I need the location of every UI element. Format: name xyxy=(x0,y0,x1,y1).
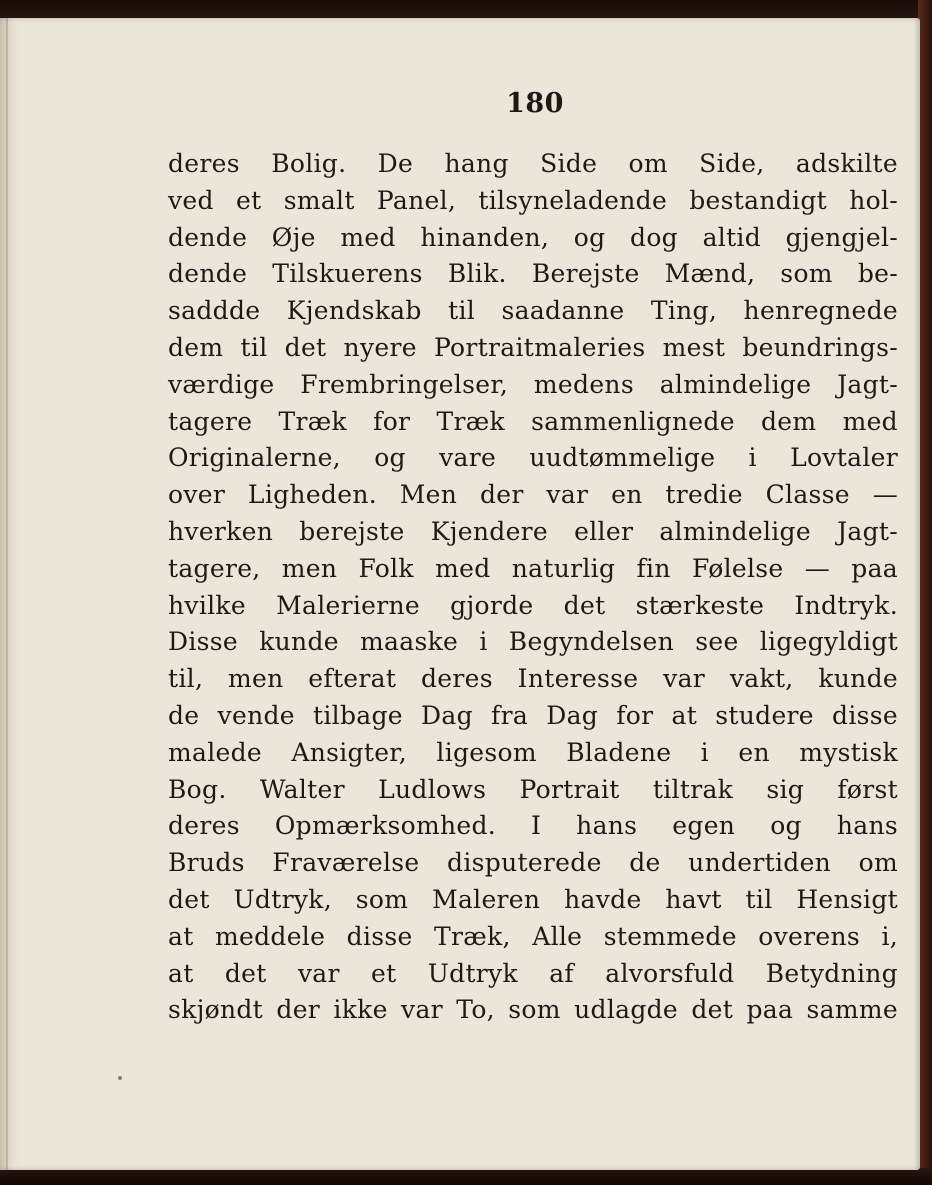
text-line: hverken berejste Kjendere eller almindelige Jagt- xyxy=(168,516,898,546)
text-line: saddde Kjendskab til saadanne Ting, henregnede xyxy=(168,296,898,326)
text-line: værdige Frembringelser, medens almindelige Jagt- xyxy=(168,369,898,399)
text-line: ved et smalt Panel, tilsyneladende bestandigt hol- xyxy=(168,185,898,215)
text-line: deres Opmærksomhed. I hans egen og hans xyxy=(168,811,898,841)
book-bottom-edge xyxy=(0,1168,932,1185)
text-line: Originalerne, og vare uudtømmelige i Lovtaler xyxy=(168,443,898,473)
text-line: dende Øje med hinanden, og dog altid gjengjel- xyxy=(168,222,898,252)
text-line: deres Bolig. De hang Side om Side, adskilte xyxy=(168,149,898,178)
text-line: hvilke Malerierne gjorde det stærkeste Indtryk. xyxy=(168,590,898,620)
body-text xyxy=(168,146,898,1029)
text-line: til, men efterat deres Interesse var vakt, kunde xyxy=(168,664,898,694)
text-line: at meddele disse Træk, Alle stemmede overens i, xyxy=(168,921,898,951)
text-line: det Udtryk, som Maleren havde havt til Hensigt xyxy=(168,884,898,914)
text-line: tagere, men Folk med naturlig fin Følelse — paa xyxy=(168,553,898,583)
text-line: dende Tilskuerens Blik. Berejste Mænd, som be- xyxy=(168,259,898,289)
text-line: Disse kunde maaske i Begyndelsen see ligegyldigt xyxy=(168,627,898,657)
page-number: 180 xyxy=(506,88,564,119)
text-line: over Ligheden. Men der var en tredie Classe — xyxy=(168,480,898,510)
text-line: at det var et Udtryk af alvorsfuld Betydning xyxy=(168,958,898,988)
text-line: tagere Træk for Træk sammenlignede dem med xyxy=(168,406,898,436)
text-line: Bog. Walter Ludlows Portrait tiltrak sig først xyxy=(168,774,898,804)
page-gutter xyxy=(6,18,8,1170)
paper-speck xyxy=(118,1076,122,1080)
book-right-edge xyxy=(918,0,932,1185)
text-line: malede Ansigter, ligesom Bladene i en mystisk xyxy=(168,737,898,767)
text-line: Bruds Fraværelse disputerede de undertiden om xyxy=(168,848,898,878)
text-line: de vende tilbage Dag fra Dag for at studere disse xyxy=(168,700,898,730)
text-line: skjøndt der ikke var To, som udlagde det paa samme xyxy=(168,995,898,1025)
text-line: dem til det nyere Portraitmaleries mest beundrings- xyxy=(168,332,898,362)
